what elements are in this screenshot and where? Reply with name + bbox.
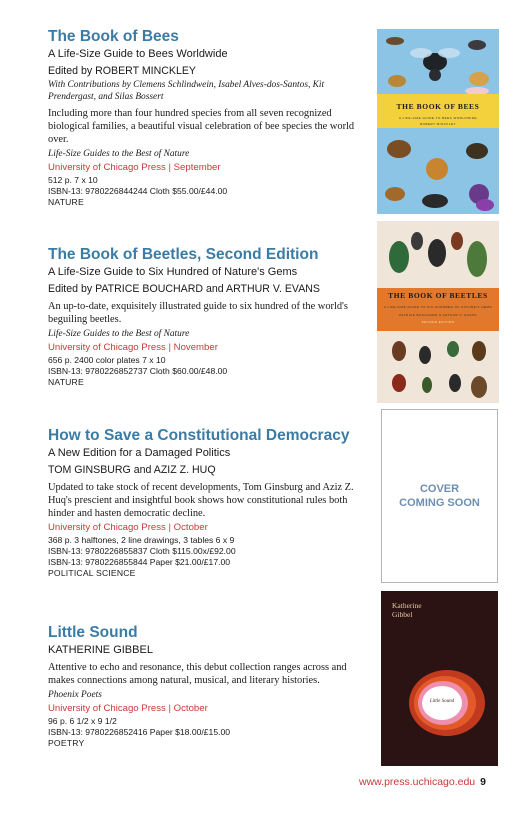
cover-author [392, 601, 452, 619]
book-description: An up-to-date, exquisitely illustrated guide to six hundred of the world's beguiling beetles. [48, 301, 348, 325]
book-category: POLITICAL SCIENCE [48, 567, 136, 578]
cover-placeholder-line2: COMING SOON [399, 497, 480, 509]
book-cover-little-sound[interactable] [381, 591, 498, 766]
book-spec-pages: 656 p. 2400 color plates 7 x 10 [48, 354, 166, 365]
book-subtitle: A Life-Size Guide to Bees Worldwide [48, 48, 228, 60]
cover-author-last: Gibbel [392, 610, 413, 619]
book-authors: KATHERINE GIBBEL [48, 644, 153, 656]
cover-title: THE BOOK OF BEETLES [388, 291, 488, 300]
book-entry-democracy [48, 427, 368, 579]
book-title[interactable]: How to Save a Constitutional Democracy [48, 427, 350, 444]
book-category: NATURE [48, 196, 84, 207]
cover-title: Little Sound [429, 699, 455, 704]
book-description: Including more than four hundred species from all seven recognized biological families, a beautiful visual celebration of bee species the world over. [48, 108, 355, 145]
cover-edition: SECOND EDITION [421, 320, 455, 324]
cover-editor: PATRICE BOUCHARD & ARTHUR V. EVANS [399, 313, 477, 317]
book-title[interactable]: The Book of Bees [48, 28, 179, 45]
book-cover-beetles[interactable] [377, 221, 499, 403]
footer-url[interactable]: www.press.uchicago.edu [359, 776, 476, 788]
book-entry-beetles [48, 246, 368, 388]
cover-editor: ROBERT MINCKLEY [419, 122, 457, 126]
book-publisher: University of Chicago Press | November [48, 342, 218, 353]
book-spec-isbn: ISBN-13: 9780226852416 Paper $18.00/£15.00 [48, 726, 231, 737]
cover-placeholder [381, 409, 498, 583]
book-category: POETRY [48, 737, 85, 748]
book-cover-bees[interactable] [377, 29, 499, 214]
book-publisher: University of Chicago Press | September [48, 162, 221, 173]
page-number: 9 [480, 776, 486, 788]
book-publisher: University of Chicago Press | October [48, 703, 208, 714]
book-series: Life-Size Guides to the Best of Nature [48, 329, 190, 339]
book-subtitle: A Life-Size Guide to Six Hundred of Nature's Gems [48, 266, 298, 278]
book-title[interactable]: The Book of Beetles, Second Edition [48, 246, 319, 263]
book-authors: TOM GINSBURG and AZIZ Z. HUQ [48, 464, 216, 476]
book-description: Updated to take stock of recent developments, Tom Ginsburg and Aziz Z. Huq's prescient and insightful book shows how constitutional rules both hinder and hasten democratic decline. [48, 482, 354, 519]
book-entry-bees [48, 28, 368, 208]
book-subtitle: A New Edition for a Damaged Politics [48, 447, 231, 459]
book-authors: Edited by PATRICE BOUCHARD and ARTHUR V. EVANS [48, 283, 320, 295]
cover-title: THE BOOK OF BEES [396, 102, 480, 111]
book-spec-pages: 96 p. 6 1/2 x 9 1/2 [48, 715, 117, 726]
book-publisher: University of Chicago Press | October [48, 522, 208, 533]
book-entry-little-sound [48, 624, 368, 749]
book-contributors: With Contributions by Clemens Schlindwein, Isabel Alves-dos-Santos, Kit Prendergast, and Silas Bossert [48, 80, 325, 102]
book-series: Phoenix Poets [48, 690, 102, 700]
cover-subtitle: A LIFE-SIZE GUIDE TO SIX HUNDRED OF NATURE'S GEMS [383, 305, 493, 309]
cover-subtitle: A LIFE-SIZE GUIDE TO BEES WORLDWIDE [398, 116, 478, 120]
book-series: Life-Size Guides to the Best of Nature [48, 149, 190, 159]
cover-author-first: Katherine [392, 601, 422, 610]
book-description: Attentive to echo and resonance, this debut collection ranges across and makes connections among natural, musical, and literary histories. [48, 662, 347, 686]
book-spec-isbn-paper: ISBN-13: 9780226855844 Paper $21.00/£17.00 [48, 556, 231, 567]
book-spec-isbn-cloth: ISBN-13: 9780226855837 Cloth $115.00x/£92.00 [48, 545, 236, 556]
book-category: NATURE [48, 376, 84, 387]
cover-placeholder-line1: COVER [419, 483, 460, 495]
book-authors: Edited by ROBERT MINCKLEY [48, 65, 196, 77]
book-spec-pages: 368 p. 3 halftones, 2 line drawings, 3 tables 6 x 9 [48, 534, 235, 545]
book-spec-isbn: ISBN-13: 9780226844244 Cloth $55.00/£44.00 [48, 185, 228, 196]
beetle-illustrations [377, 221, 499, 403]
cover-coming-soon [382, 482, 497, 510]
book-spec-isbn: ISBN-13: 9780226852737 Cloth $60.00/£48.00 [48, 365, 228, 376]
book-spec-pages: 512 p. 7 x 10 [48, 174, 98, 185]
page-footer [0, 776, 486, 788]
book-title[interactable]: Little Sound [48, 624, 138, 641]
